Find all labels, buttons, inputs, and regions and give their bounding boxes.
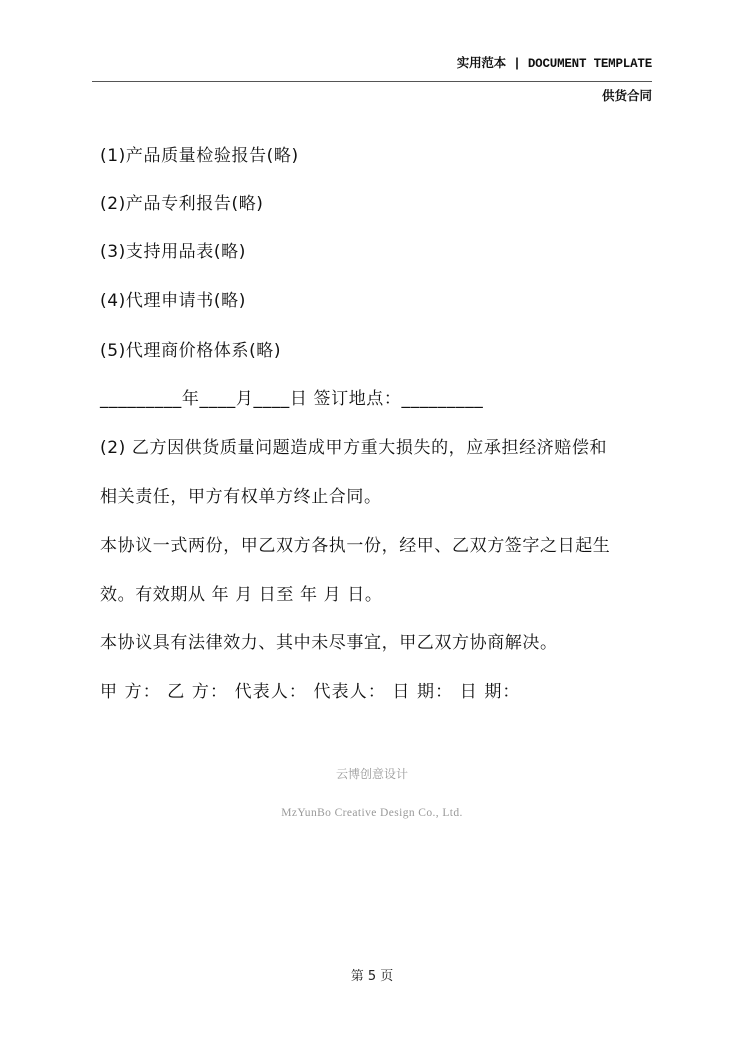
agreement-paragraph-line-2: 效。有效期从 年 月 日至 年 月 日。	[100, 585, 383, 605]
attachment-item-2: (2)产品专利报告(略)	[100, 194, 264, 214]
page-number: 第 5 页	[350, 969, 394, 984]
attachment-item-3: (3)支持用品表(略)	[100, 242, 246, 262]
header-title: 实用范本 | DOCUMENT TEMPLATE	[456, 57, 652, 71]
clause-paragraph-line-2: 相关责任，甲方有权单方终止合同。	[100, 487, 382, 507]
clause-paragraph-line-1: (2) 乙方因供货质量问题造成甲方重大损失的，应承担经济赔偿和	[100, 438, 608, 458]
agreement-paragraph-line-1: 本协议一式两份，甲乙双方各执一份，经甲、乙双方签字之日起生	[100, 536, 611, 556]
legal-effect-paragraph: 本协议具有法律效力、其中未尽事宜，甲乙双方协商解决。	[100, 633, 558, 653]
attachment-item-5: (5)代理商价格体系(略)	[100, 341, 282, 361]
footer-company-en: MzYunBo Creative Design Co., Ltd.	[281, 807, 463, 819]
signature-block-line: 甲 方： 乙 方： 代表人： 代表人： 日 期： 日 期：	[100, 682, 521, 702]
footer-company-cn: 云博创意设计	[335, 767, 408, 781]
header-subtitle: 供货合同	[601, 88, 652, 103]
header-divider	[92, 81, 652, 82]
signing-date-place-line: _________年____月____日 签订地点：_________	[100, 389, 484, 409]
attachment-item-4: (4)代理申请书(略)	[100, 291, 246, 311]
attachment-item-1: (1)产品质量检验报告(略)	[100, 146, 299, 166]
